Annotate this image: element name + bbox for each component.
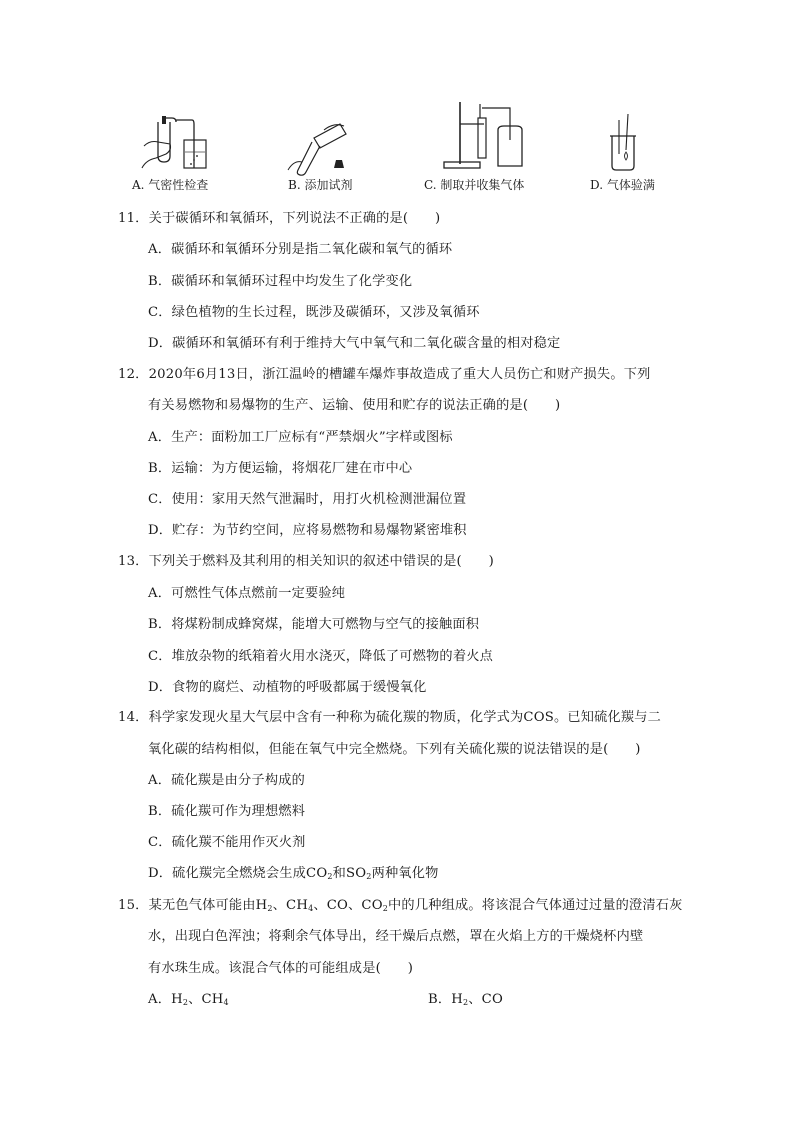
q15-option-a: A．$H_2$、$CH_4$	[148, 992, 229, 1007]
q15-option-b: B．$H_2$、CO	[428, 992, 503, 1007]
q13-option-b: B．将煤粉制成蜂窝煤，能增大可燃物与空气的接触面积	[148, 617, 480, 632]
q15-stem-line2: 水，出现白色浑浊；将剩余气体导出，经干燥后点燃，罩在火焰上方的干燥烧杯内壁	[148, 929, 644, 944]
q14-option-d: D．硫化羰完全燃烧会生成$CO_2$和$SO_2$两种氧化物	[148, 866, 439, 881]
caption-b: B. 添加试剂	[288, 178, 353, 192]
apparatus-figure-row	[0, 98, 794, 198]
gas-full-test-figure	[606, 114, 642, 172]
caption-d: D. 气体验满	[590, 178, 655, 192]
q14-option-c: C．硫化羰不能用作灭火剂	[148, 835, 306, 850]
q12-option-d: D．贮存：为节约空间，应将易燃物和易爆物紧密堆积	[148, 523, 467, 538]
q11-option-a: A．碳循环和氧循环分别是指二氧化碳和氧气的循环	[148, 242, 453, 257]
q12-option-a: A．生产：面粉加工厂应标有“严禁烟火”字样或图标	[148, 430, 453, 445]
q14-stem-line1: 14．科学家发现火星大气层中含有一种称为硫化羰的物质，化学式为COS。已知硫化羰与二	[118, 710, 662, 725]
q11-option-c: C．绿色植物的生长过程，既涉及碳循环，又涉及氧循环	[148, 305, 480, 320]
q13-option-d: D．食物的腐烂、动植物的呼吸都属于缓慢氧化	[148, 680, 427, 695]
q13-option-a: A．可燃性气体点燃前一定要验纯	[148, 586, 346, 601]
caption-a: A. 气密性检查	[132, 178, 209, 192]
q15-stem-line1: 15．某无色气体可能由$H_2$、$CH_4$、CO、$CO_2$中的几种组成。将该混合气体通过过量的澄清石灰	[118, 898, 683, 913]
q11-stem: 11．关于碳循环和氧循环，下列说法不正确的是( )	[118, 211, 441, 226]
caption-c: C. 制取并收集气体	[424, 178, 525, 192]
adding-reagent-figure	[284, 120, 368, 176]
q14-option-a: A．硫化羰是由分子构成的	[148, 773, 305, 788]
q14-option-b: B．硫化羰可作为理想燃料	[148, 804, 306, 819]
q12-option-b: B．运输：为方便运输，将烟花厂建在市中心	[148, 461, 413, 476]
q12-stem-line1: 12．2020年6月13日，浙江温岭的槽罐车爆炸事故造成了重大人员伤亡和财产损失。下列	[118, 367, 651, 382]
q14-stem-line2: 氧化碳的结构相似，但能在氧气中完全燃烧。下列有关硫化羰的说法错误的是( )	[148, 742, 641, 757]
q11-option-b: B．碳循环和氧循环过程中均发生了化学变化	[148, 274, 413, 289]
q12-stem-line2: 有关易燃物和易爆物的生产、运输、使用和贮存的说法正确的是( )	[148, 398, 561, 413]
airtightness-check-figure	[136, 116, 216, 174]
gas-preparation-figure	[440, 100, 526, 170]
q13-stem: 13．下列关于燃料及其利用的相关知识的叙述中错误的是( )	[118, 554, 494, 569]
q15-stem-line3: 有水珠生成。该混合气体的可能组成是( )	[148, 961, 414, 976]
q12-option-c: C．使用：家用天然气泄漏时，用打火机检测泄漏位置	[148, 492, 467, 507]
q13-option-c: C．堆放杂物的纸箱着火用水浇灭，降低了可燃物的着火点	[148, 649, 493, 664]
q11-option-d: D．碳循环和氧循环有利于维持大气中氧气和二氧化碳含量的相对稳定	[148, 336, 561, 351]
